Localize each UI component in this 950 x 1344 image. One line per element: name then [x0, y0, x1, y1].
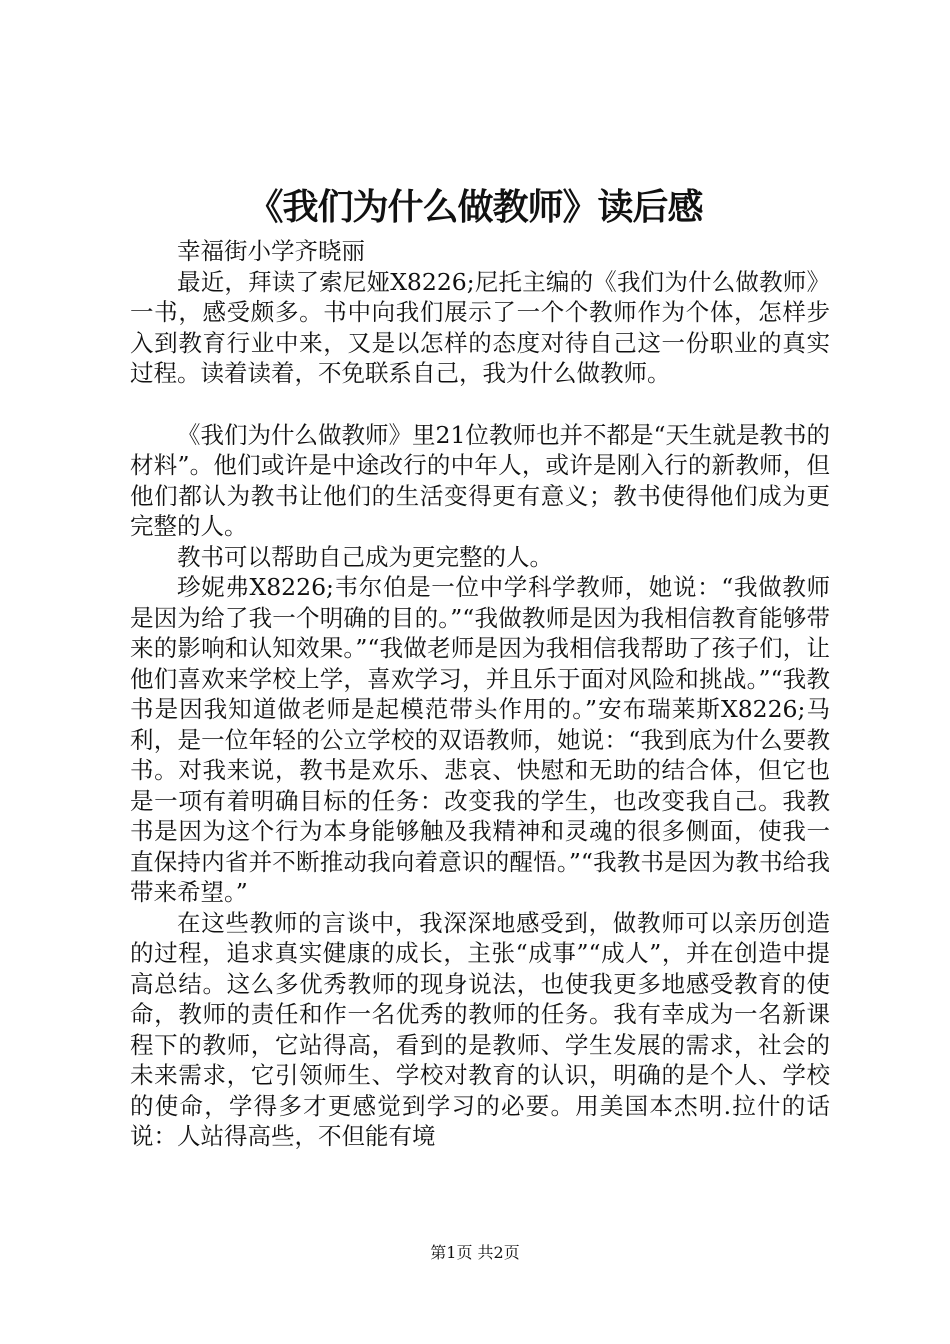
- document-title: 《我们为什么做教师》读后感: [247, 186, 703, 228]
- paragraph-21-teachers: 《我们为什么做教师》里21位教师也并不都是“天生就是教书的材料”。他们或许是中途改行的中年人，或许是刚入行的新教师，但他们都认为教书让他们的生活变得更有意义；教书使得他们成为更完整的人。: [130, 420, 830, 540]
- document-body: [130, 236, 830, 1152]
- paragraph-reflection: 在这些教师的言谈中，我深深地感受到，做教师可以亲历创造的过程，追求真实健康的成长，主张“成事”“成人”，并在创造中提高总结。这么多优秀教师的现身说法，也使我更多地感受教育的使命，教师的责任和作一名优秀的教师的任务。我有幸成为一名新课程下的教师，它站得高，看到的是教师、学生发展的需求，社会的未来需求，它引领师生、学校对教育的认识，明确的是个人、学校的使命，学得多才更感觉到学习的必要。用美国本杰明.拉什的话说：人站得高些，不但能有境: [130, 908, 830, 1150]
- paragraph-intro: 最近，拜读了索尼娅X8226;尼托主编的《我们为什么做教师》一书，感受颇多。书中向我们展示了一个个教师作为个体，怎样步入到教育行业中来，又是以怎样的态度对待自己这一份职业的真实过程。读着读着，不免联系自己，我为什么做教师。: [130, 267, 830, 387]
- paragraph-complete-person: 教书可以帮助自己成为更完整的人。: [177, 542, 553, 571]
- paragraph-teacher-quotes: 珍妮弗X8226;韦尔伯是一位中学科学教师，她说：“我做教师是因为给了我一个明确的目的。”“我做教师是因为我相信教育能够带来的影响和认知效果。”“我做老师是因为我相信我帮助了孩子们，让他们喜欢来学校上学，喜欢学习，并且乐于面对风险和挑战。”“我教书是因我知道做老师是起模范带头作用的。”安布瑞莱斯X8226;马利，是一位年轻的公立学校的双语教师，她说：“我到底为什么要教书。对我来说，教书是欢乐、悲哀、快慰和无助的结合体，但它也是一项有着明确目标的任务：改变我的学生，也改变我自己。我教书是因为这个行为本身能够触及我精神和灵魂的很多侧面，使我一直保持内省并不断推动我向着意识的醒悟。”“我教书是因为教书给我带来希望。”: [130, 573, 830, 906]
- page-footer: 第1页 共2页: [430, 1243, 520, 1262]
- paragraph-spacer: [130, 389, 830, 420]
- author-line: 幸福街小学齐晓丽: [177, 237, 365, 265]
